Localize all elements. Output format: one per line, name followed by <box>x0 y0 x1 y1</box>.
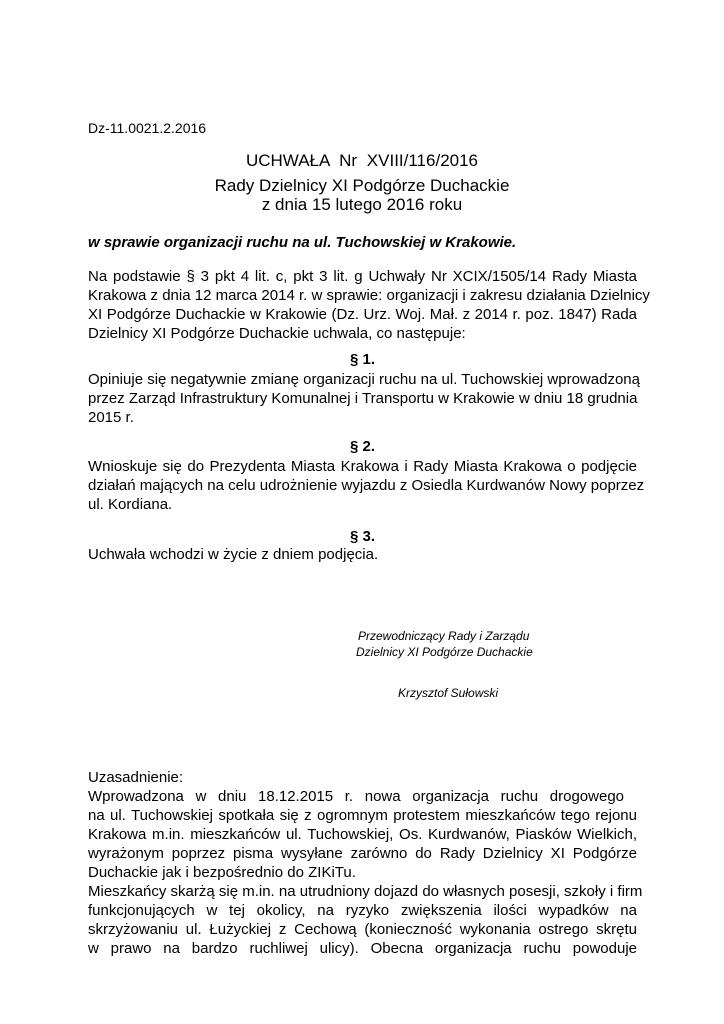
section-1-heading: § 1. <box>349 351 376 368</box>
justification-line: Wprowadzona w dniu 18.12.2015 r. nowa organizacja ruchu drogowego <box>88 788 624 805</box>
resolution-title: UCHWAŁA Nr XVIII/116/2016 <box>245 151 479 170</box>
justification-line: wyrażonym poprzez pisma wysyłane zarówno do Rady Dzielnicy XI Podgórze <box>88 845 637 862</box>
section-line: 2015 r. <box>88 409 134 426</box>
section-line: przez Zarząd Infrastruktury Komunalnej i Transportu w Krakowie w dniu 18 grudnia <box>88 390 638 407</box>
justification-line: Duchackie jak i bezpośrednio do ZIKiTu. <box>88 864 356 881</box>
justification-line: Mieszkańcy skarżą się m.in. na utrudniony dojazd do własnych posesji, szkoły i firm <box>88 883 643 900</box>
signature-role-line-1: Przewodniczący Rady i Zarządu <box>358 629 530 643</box>
section-3-body <box>88 545 637 564</box>
justification-line: funkcjonujących w tej okolicy, na ryzyko zwiększenia ilości wypadków na <box>88 902 637 919</box>
resolution-date: z dnia 15 lutego 2016 roku <box>261 195 463 214</box>
section-line: działań mających na celu udrożnienie wyjazdu z Osiedla Kurdwanów Nowy poprzez <box>88 477 645 494</box>
preamble-line: Krakowa z dnia 12 marca 2014 r. w sprawie: organizacji i zakresu działania Dzielnicy <box>88 287 650 304</box>
preamble-line: Na podstawie § 3 pkt 4 lit. c, pkt 3 lit. g Uchwały Nr XCIX/1505/14 Rady Miasta <box>88 268 637 285</box>
council-name: Rady Dzielnicy XI Podgórze Duchackie <box>214 176 510 195</box>
section-1-body <box>88 370 640 427</box>
section-3-heading: § 3. <box>349 528 376 545</box>
justification-body <box>88 787 643 958</box>
preamble-paragraph <box>88 267 650 343</box>
section-line: ul. Kordiana. <box>88 496 173 513</box>
section-line: Wnioskuje się do Prezydenta Miasta Krakowa i Rady Miasta Krakowa o podjęcie <box>88 458 637 475</box>
section-2-body <box>88 457 645 514</box>
section-2-heading: § 2. <box>349 438 376 455</box>
justification-line: w prawo na bardzo ruchliwej ulicy). Obecna organizacja ruchu powoduje <box>88 940 637 957</box>
justification-line: Krakowa m.in. mieszkańców ul. Tuchowskiej, Os. Kurdwanów, Piasków Wielkich, <box>88 826 637 843</box>
preamble-line: Dzielnicy XI Podgórze Duchackie uchwala, co następuje: <box>88 325 466 342</box>
justification-heading: Uzasadnienie: <box>88 769 184 786</box>
signature-role-line-2: Dzielnicy XI Podgórze Duchackie <box>356 645 533 659</box>
signature-name: Krzysztof Sułowski <box>398 686 499 700</box>
section-line: Opiniuje się negatywnie zmianę organizacji ruchu na ul. Tuchowskiej wprowadzoną <box>88 371 640 388</box>
document-reference: Dz-11.0021.2.2016 <box>88 120 207 136</box>
justification-line: na ul. Tuchowskiej spotkała się z ogromnym protestem mieszkańców tego rejonu <box>88 807 637 824</box>
preamble-line: XI Podgórze Duchackie w Krakowie (Dz. Urz. Woj. Mał. z 2014 r. poz. 1847) Rada <box>88 306 637 323</box>
section-line: Uchwała wchodzi w życie z dniem podjęcia. <box>88 546 379 563</box>
resolution-subject: w sprawie organizacji ruchu na ul. Tuchowskiej w Krakowie. <box>88 234 517 251</box>
justification-line: skrzyżowaniu ul. Łużyckiej z Cechową (konieczność wykonania ostrego skrętu <box>88 921 637 938</box>
